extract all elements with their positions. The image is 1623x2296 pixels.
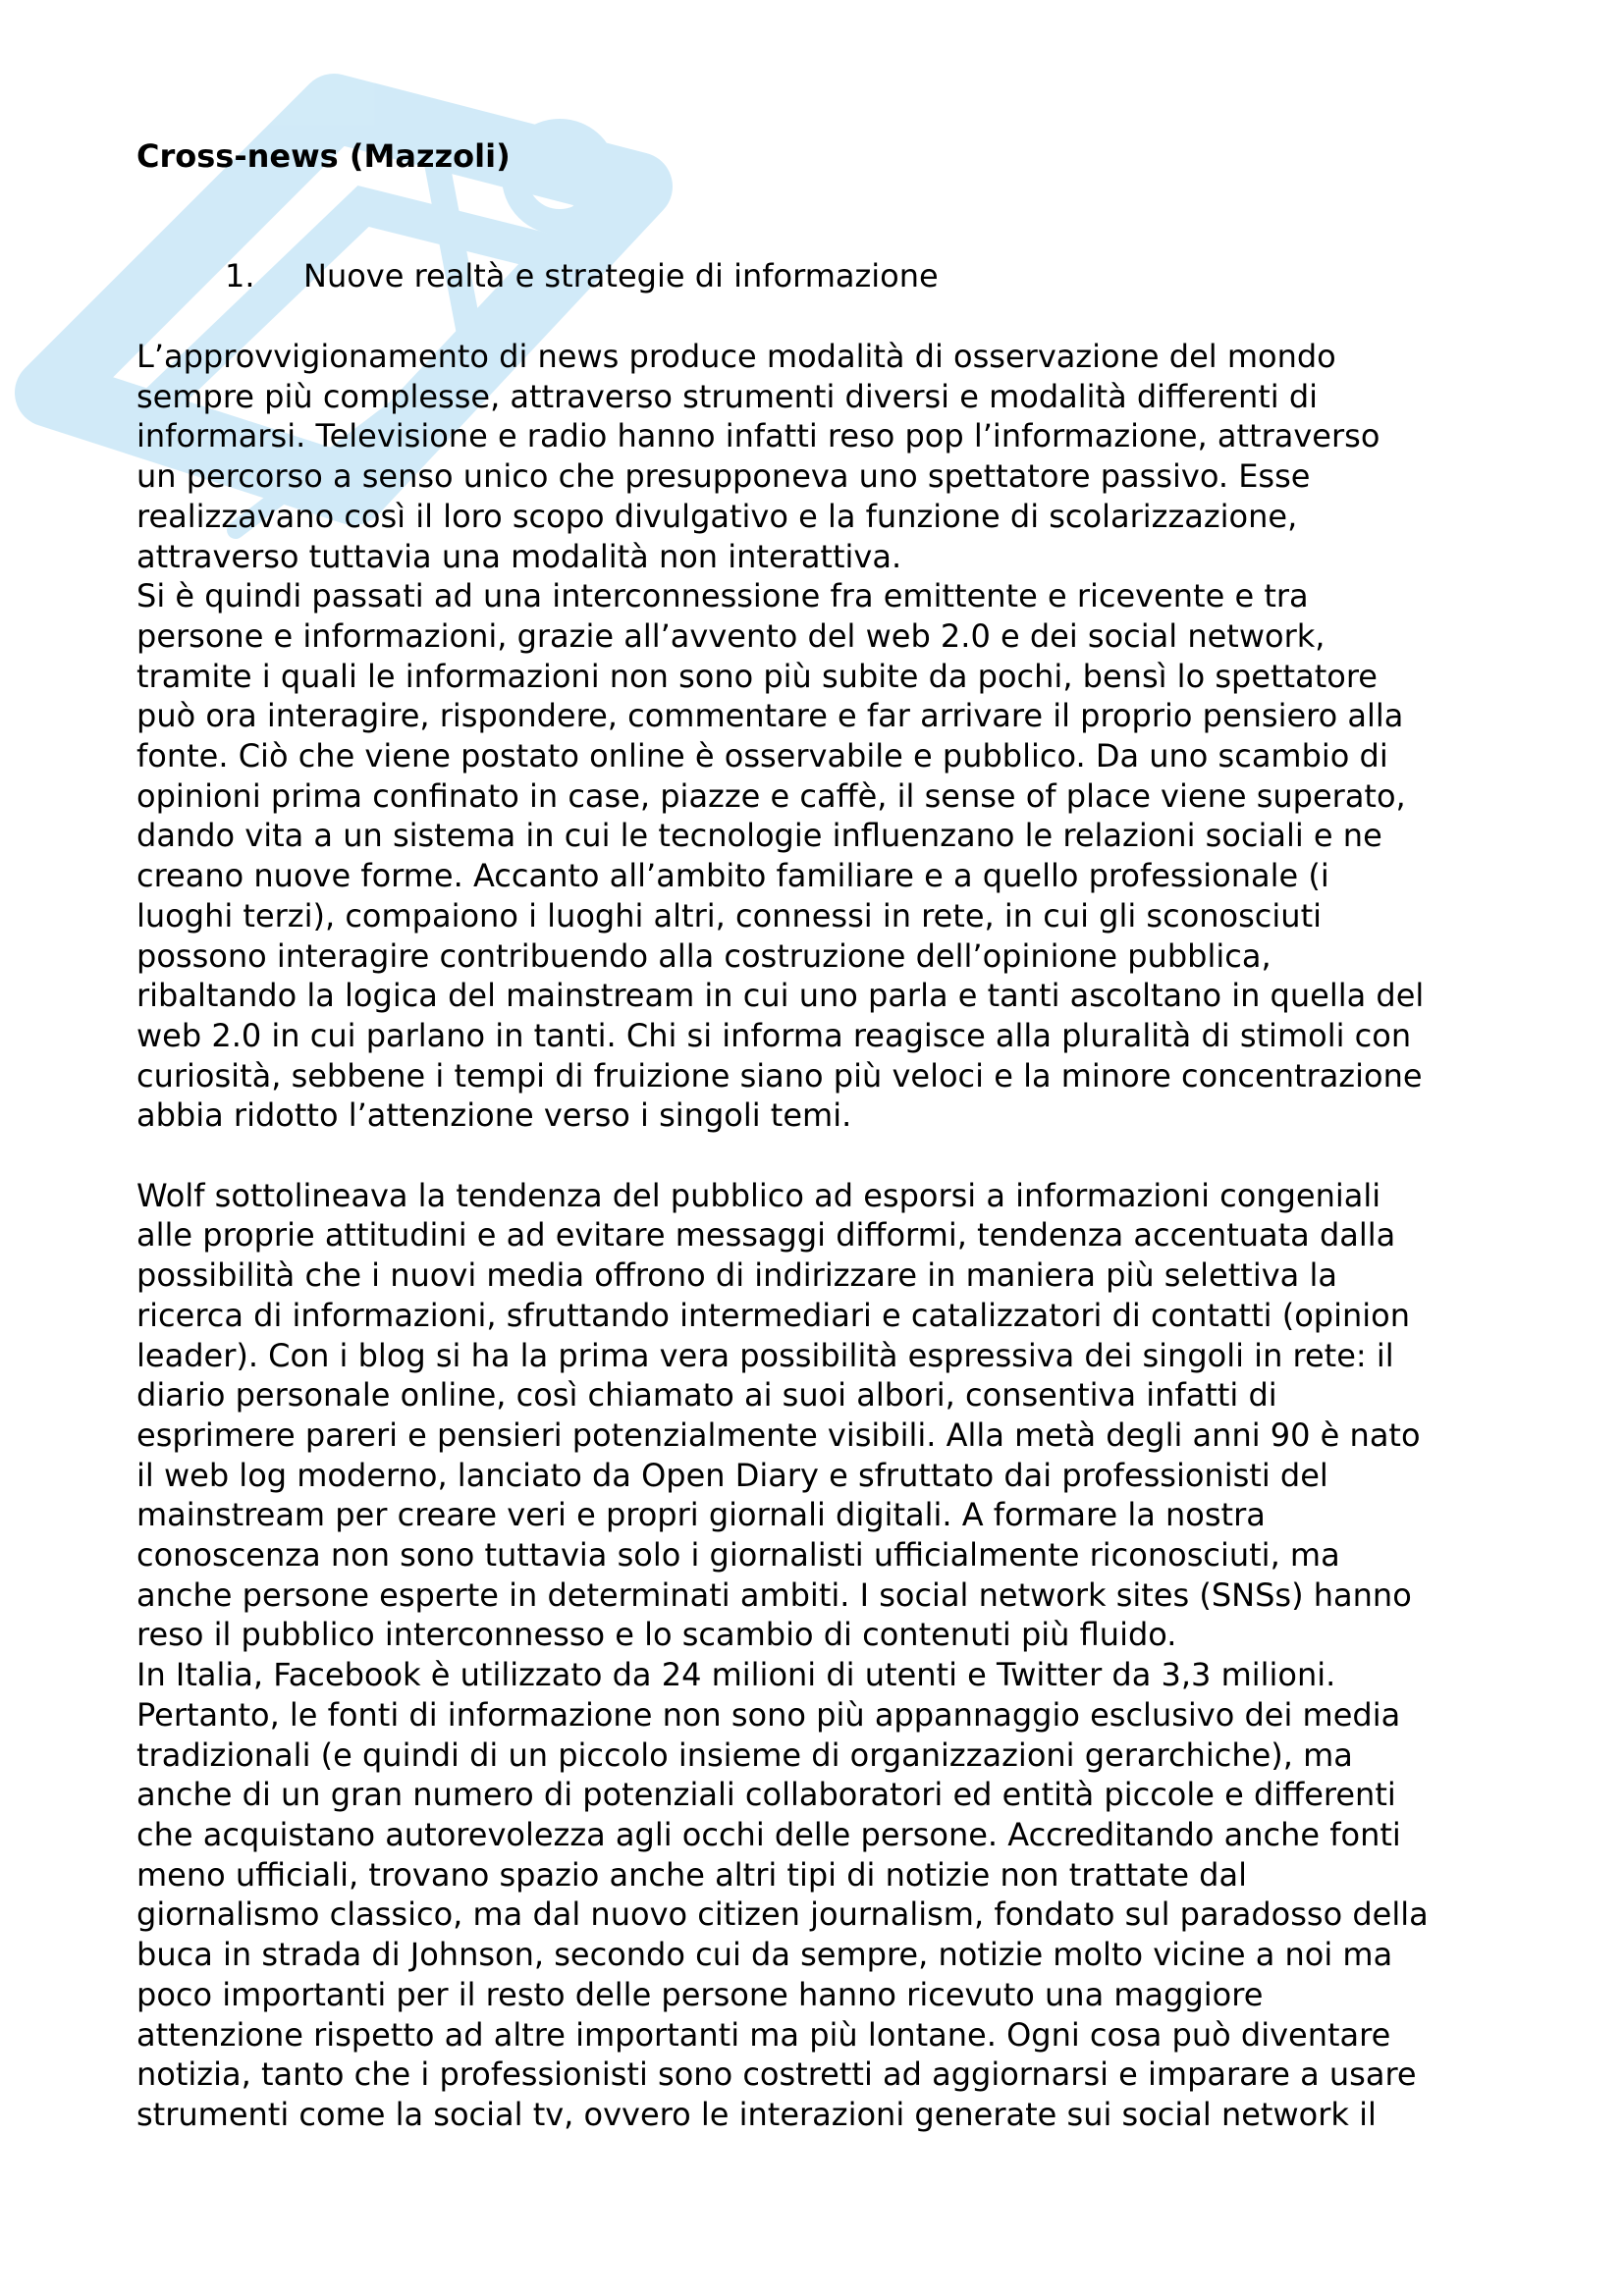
text-line: Pertanto, le fonti di informazione non sono più appannaggio esclusivo dei media: [136, 1695, 1401, 1734]
text-line: luoghi terzi), compaiono i luoghi altri, connessi in rete, in cui gli sconosciuti: [136, 896, 1322, 934]
text-line: possibilità che i nuovi media offrono di indirizzare in maniera più selettiva la: [136, 1256, 1337, 1295]
text-line: creano nuove forme. Accanto all’ambito familiare e a quello professionale (i: [136, 857, 1329, 895]
text-line: In Italia, Facebook è utilizzato da 24 milioni di utenti e Twitter da 3,3 milioni.: [136, 1656, 1336, 1694]
text-line: Wolf sottolineava la tendenza del pubblico ad esporsi a informazioni congeniali: [136, 1176, 1381, 1214]
text-line: reso il pubblico interconnesso e lo scambio di contenuti più fluido.: [136, 1616, 1177, 1654]
text-line: informarsi. Televisione e radio hanno infatti reso pop l’informazione, attraverso: [136, 417, 1380, 455]
text-line: diario personale online, così chiamato ai suoi albori, consentiva infatti di: [136, 1376, 1277, 1415]
text-line: attraverso tuttavia una modalità non interattiva.: [136, 537, 902, 575]
text-line: opinioni prima confinato in case, piazze e caffè, il sense of place viene superato,: [136, 776, 1406, 815]
section-number: 1.: [225, 257, 255, 294]
paragraph-2: [136, 1176, 1429, 2135]
text-line: notizia, tanto che i professionisti sono costretti ad aggiornarsi e imparare a usare: [136, 2056, 1417, 2094]
text-line: leader). Con i blog si ha la prima vera possibilità espressiva dei singoli in rete: il: [136, 1336, 1394, 1374]
text-line: Si è quindi passati ad una interconnessione fra emittente e ricevente e tra: [136, 577, 1309, 615]
text-line: mainstream per creare veri e propri giornali digitali. A formare la nostra: [136, 1496, 1266, 1534]
text-line: sempre più complesse, attraverso strumenti diversi e modalità differenti di: [136, 377, 1319, 415]
text-line: un percorso a senso unico che presupponeva uno spettatore passivo. Esse: [136, 457, 1311, 496]
text-line: buca in strada di Johnson, secondo cui da sempre, notizie molto vicine a noi ma: [136, 1936, 1393, 1974]
text-line: persone e informazioni, grazie all’avvento del web 2.0 e dei social network,: [136, 616, 1325, 655]
text-line: possono interagire contribuendo alla costruzione dell’opinione pubblica,: [136, 936, 1271, 975]
text-line: alle proprie attitudini e ad evitare messaggi difformi, tendenza accentuata dalla: [136, 1216, 1396, 1255]
text-line: anche persone esperte in determinati ambiti. I social network sites (SNSs) hanno: [136, 1575, 1412, 1614]
text-line: giornalismo classico, ma dal nuovo citizen journalism, fondato sul paradosso della: [136, 1896, 1429, 1934]
text-line: fonte. Ciò che viene postato online è osservabile e pubblico. Da uno scambio di: [136, 737, 1388, 775]
text-line: dando vita a un sistema in cui le tecnologie influenzano le relazioni sociali e ne: [136, 817, 1382, 855]
document-body: [136, 337, 1429, 2135]
text-line: ribaltando la logica del mainstream in cui uno parla e tanti ascoltano in quella del: [136, 977, 1425, 1015]
text-line: curiosità, sebbene i tempi di fruizione siano più veloci e la minore concentrazione: [136, 1056, 1423, 1095]
text-line: web 2.0 in cui parlano in tanti. Chi si informa reagisce alla pluralità di stimoli con: [136, 1016, 1412, 1054]
text-line: tradizionali (e quindi di un piccolo insieme di organizzazioni gerarchiche), ma: [136, 1735, 1353, 1774]
text-line: conoscenza non sono tuttavia solo i giornalisti ufficialmente riconosciuti, ma: [136, 1536, 1340, 1575]
text-line: poco importanti per il resto delle persone hanno ricevuto una maggiore: [136, 1975, 1264, 2013]
section-heading: [136, 257, 939, 294]
text-line: L’approvvigionamento di news produce modalità di osservazione del mondo: [136, 338, 1336, 375]
text-line: il web log moderno, lanciato da Open Diary e sfruttato dai professionisti del: [136, 1456, 1328, 1494]
text-line: meno ufficiali, trovano spazio anche altri tipi di notizie non trattate dal: [136, 1855, 1247, 1894]
text-line: che acquistano autorevolezza agli occhi delle persone. Accreditando anche fonti: [136, 1816, 1401, 1853]
text-line: ricerca di informazioni, sfruttando intermediari e catalizzatori di contatti (opinion: [136, 1296, 1410, 1334]
paragraph-1: [136, 337, 1429, 1136]
text-line: può ora interagire, rispondere, commentare e far arrivare il proprio pensiero alla: [136, 697, 1404, 735]
text-line: tramite i quali le informazioni non sono più subite da pochi, bensì lo spettatore: [136, 657, 1378, 695]
text-line: esprimere pareri e pensieri potenzialmente visibili. Alla metà degli anni 90 è nato: [136, 1415, 1421, 1454]
text-line: realizzavano così il loro scopo divulgativo e la funzione di scolarizzazione,: [136, 497, 1298, 535]
section-title: Nuove realtà e strategie di informazione: [303, 257, 939, 294]
text-line: strumenti come la social tv, ovvero le interazioni generate sui social network il: [136, 2095, 1377, 2133]
document-title: Cross-news (Mazzoli): [136, 137, 511, 175]
text-line: attenzione rispetto ad altre importanti ma più lontane. Ogni cosa può diventare: [136, 2015, 1391, 2054]
paragraph-spacer: [136, 1136, 1429, 1176]
text-line: abbia ridotto l’attenzione verso i singoli temi.: [136, 1096, 852, 1135]
text-line: anche di un gran numero di potenziali collaboratori ed entità piccole e differenti: [136, 1776, 1396, 1814]
